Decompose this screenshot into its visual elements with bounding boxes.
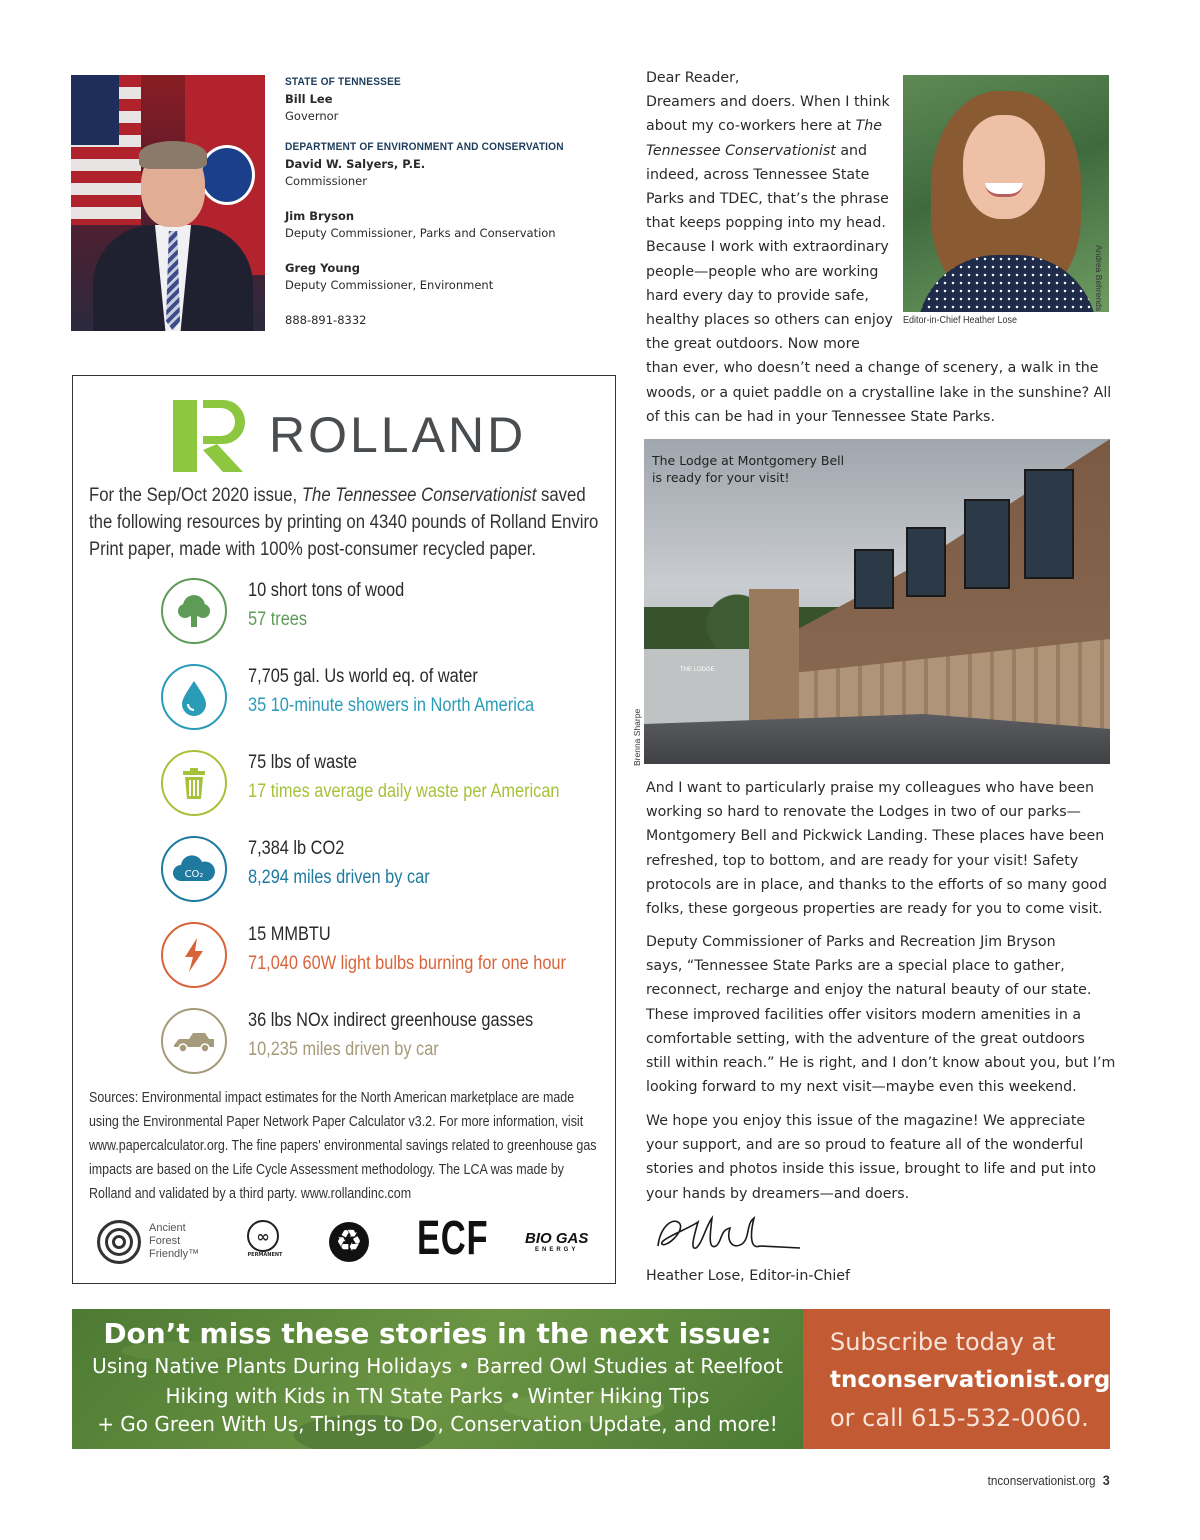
letter-paragraph-quote: Deputy Commissioner of Parks and Recreation Jim Bryson says, “Tennessee State Parks are a special place to gather, reconnect, recharge and enjoy the natural beauty of our state. These improved facilities offer visitors modern amenities in a comfortable setting, with the adventure of the great outdoors still within reach.” He is right, and I don’t know about you, but I’m looking forward to my next visit—maybe even this weekend. xyxy=(646,934,1116,1096)
commissioner-title: Commissioner xyxy=(285,174,367,188)
stat-nox-equivalent: 10,235 miles driven by car xyxy=(248,1039,439,1060)
biogas-logo: BIO GAS ENERGY xyxy=(525,1230,589,1253)
recycle-icon: ♻ xyxy=(329,1222,369,1262)
deputy-parks-title: Deputy Commissioner, Parks and Conservation xyxy=(285,226,556,240)
next-issue-line-2: Hiking with Kids in TN State Parks • Winter Hiking Tips xyxy=(165,1384,710,1408)
tree-icon xyxy=(174,591,214,631)
stat-waste-equivalent: 17 times average daily waste per American xyxy=(248,781,560,802)
editor-photo-caption: Editor-in-Chief Heather Lose xyxy=(903,315,1018,326)
page-number: 3 xyxy=(1102,1472,1110,1488)
infinity-icon: ∞ xyxy=(247,1220,279,1252)
letter-paragraph-closing: We hope you enjoy this issue of the magazine! We appreciate your support, and are so proud to feature all of the wonderful stories and photos inside this issue, brought to life and put into your hands by dreamers—and doers. xyxy=(646,1113,1097,1202)
letter-signoff: Heather Lose, Editor-in-Chief xyxy=(646,1268,851,1284)
stat-waste-amount: 75 lbs of waste xyxy=(248,752,358,773)
ecf-logo: ECF xyxy=(417,1212,489,1265)
staff-directory xyxy=(285,74,605,329)
deputy-parks-name: Jim Bryson xyxy=(285,209,355,223)
next-issue-line-3: + Go Green With Us, Things to Do, Conservation Update, and more! xyxy=(97,1412,778,1436)
letter-paragraph-lodges: And I want to particularly praise my colleagues who have been working so hard to renovate the Lodges in two of our parks— Montgomery Bell and Pickwick Landing. These places have been refreshed, top to bottom, and are ready for your visit! Safety protocols are in place, and thanks to the efforts of so many good folks, these gorgeous properties are ready for you to come visit. xyxy=(646,780,1107,918)
lodge-photo-credit: Brenna Sharpe xyxy=(632,708,642,766)
car-icon xyxy=(171,1021,217,1061)
next-issue-banner xyxy=(72,1309,803,1449)
lodge-photo-caption: The Lodge at Montgomery Bell is ready for your visit! xyxy=(652,453,845,485)
deputy-environment-title: Deputy Commissioner, Environment xyxy=(285,278,494,292)
permanent-paper-logo: ∞ PERMANENT xyxy=(247,1220,283,1264)
spiral-icon xyxy=(97,1220,141,1264)
letter-opening: Dear Reader, Dreamers and doers. When I think about my co-workers here at The Tennessee Conservationist and indeed, across Tennessee State Parks and TDEC, that’s the phrase that keeps popping into my head. Because I work with extraordinary people—people who are working hard every day to provide safe, healthy places so others can enjoy the great outdoors. Now more than ever, who doesn’t need a change of scenery, a walk in the woods, or a quiet paddle on a crystalline lake in the sunshine? All of this can be had in your Tennessee State Parks. xyxy=(646,66,1111,429)
governor-title: Governor xyxy=(285,109,339,123)
stat-energy-equivalent: 71,040 60W light bulbs burning for one hour xyxy=(248,953,566,974)
rolland-ad xyxy=(72,375,616,1284)
ad-intro-text: For the Sep/Oct 2020 issue, The Tennessee Conservationist saved the following resources by printing on 4340 pounds of Rolland Enviro Print paper, made with 100% post-consumer recycled paper. xyxy=(89,485,599,560)
subscribe-line-1: Subscribe today at xyxy=(830,1328,1056,1356)
deputy-environment-name: Greg Young xyxy=(285,261,360,275)
stat-energy-amount: 15 MMBTU xyxy=(248,924,331,945)
stat-wood-equivalent: 57 trees xyxy=(248,609,308,630)
governor-photo xyxy=(71,75,265,331)
editor-photo-credit: Andrea Behrends xyxy=(1094,245,1104,312)
phone-number: 888-891-8332 xyxy=(285,313,367,327)
stat-waste xyxy=(161,750,611,826)
department-label: DEPARTMENT OF ENVIRONMENT AND CONSERVATION xyxy=(285,141,564,153)
subscribe-website-link[interactable]: tnconservationist.org xyxy=(830,1367,1111,1393)
lodge-sign: THE LODGE xyxy=(680,667,715,673)
subscribe-box xyxy=(803,1309,1110,1449)
state-label: STATE OF TENNESSEE xyxy=(285,76,401,88)
stat-water xyxy=(161,664,611,740)
next-issue-title: Don’t miss these stories in the next issue: xyxy=(103,1317,772,1350)
ad-sources: Sources: Environmental impact estimates for the North American marketplace are made using the Environmental Paper Network Paper Calculator v3.2. For more information, visit www.papercalculator.org. The fine papers' environmental savings related to greenhouse gas impacts are based on the Life Cycle Assessment methodology. The LCA was made by Rolland and validated by a third party. www.rollandinc.com xyxy=(89,1090,597,1202)
commissioner-name: David W. Salyers, P.E. xyxy=(285,157,426,171)
stat-wood-amount: 10 short tons of wood xyxy=(248,580,405,601)
page-footer xyxy=(988,1472,1110,1488)
certification-logos xyxy=(97,1212,597,1266)
stat-co2-equivalent: 8,294 miles driven by car xyxy=(248,867,430,888)
letter-greeting: Dear Reader, xyxy=(646,70,740,86)
stat-energy xyxy=(161,922,611,998)
lodge-photo xyxy=(644,439,1110,764)
editor-signature-icon xyxy=(650,1206,810,1266)
subscribe-phone: or call 615-532-0060. xyxy=(830,1404,1089,1432)
stat-nox-amount: 36 lbs NOx indirect greenhouse gasses xyxy=(248,1010,534,1031)
rolland-brand: ROLLAND xyxy=(269,407,527,463)
lightning-icon xyxy=(174,935,214,975)
next-issue-line-1: Using Native Plants During Holidays • Barred Owl Studies at Reelfoot xyxy=(92,1354,783,1378)
stat-water-equivalent: 35 10-minute showers in North America xyxy=(248,695,535,716)
rolland-logo-icon xyxy=(173,400,253,472)
water-drop-icon xyxy=(174,677,214,717)
stat-co2 xyxy=(161,836,611,912)
footer-site: tnconservationist.org xyxy=(987,1473,1096,1488)
stat-nox xyxy=(161,1008,611,1084)
stat-wood xyxy=(161,578,611,654)
co2-cloud-icon xyxy=(171,849,217,889)
trash-can-icon xyxy=(174,763,214,803)
svg-text:CO₂: CO₂ xyxy=(184,869,204,880)
ancient-forest-friendly-logo: Ancient Forest Friendly™ xyxy=(97,1220,207,1264)
stat-water-amount: 7,705 gal. Us world eq. of water xyxy=(248,666,478,687)
governor-name: Bill Lee xyxy=(285,92,333,106)
stat-co2-amount: 7,384 lb CO2 xyxy=(248,838,345,859)
